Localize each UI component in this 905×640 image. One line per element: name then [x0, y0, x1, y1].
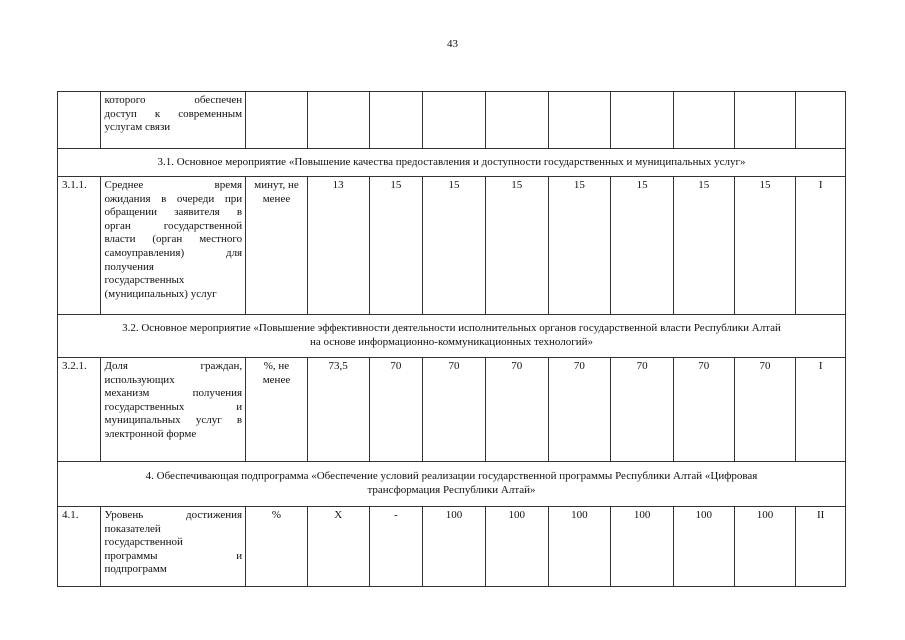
section-heading-line: 4. Обеспечивающая подпрограмма «Обеспечение условий реализации государственной программы Республики Алтай «Цифровая — [145, 470, 758, 483]
section-heading-line: трансформация Республики Алтай» — [367, 484, 536, 496]
indicators-table — [57, 91, 846, 587]
value-cell: 13 — [307, 177, 369, 315]
value-cell — [673, 92, 734, 149]
value-cell: 100 — [548, 507, 611, 587]
indicator-name-line: муниципальных услуг в — [104, 414, 243, 427]
indicator-name-line: государственных — [104, 274, 185, 287]
value-cell: 70 — [485, 358, 548, 462]
value-cell: 70 — [734, 358, 796, 462]
value-cell: 100 — [485, 507, 548, 587]
section-heading — [58, 149, 846, 177]
category-cell: II — [796, 507, 846, 587]
value-cell: 100 — [423, 507, 486, 587]
indicator-name-line: которого обеспечен — [104, 94, 243, 106]
row-number — [58, 92, 101, 149]
indicator-name — [101, 92, 246, 149]
section-heading-line: 3.2. Основное мероприятие «Повышение эффективности деятельности исполнительных органов государственной власти Республики Алтай — [122, 322, 781, 335]
indicator-name — [101, 177, 246, 315]
indicator-name-line: государственных и — [104, 400, 243, 413]
indicator-name-line: электронной форме — [104, 427, 197, 440]
category-cell: I — [796, 358, 846, 462]
value-cell: 15 — [548, 177, 611, 315]
indicator-name — [101, 358, 246, 462]
value-cell: 15 — [423, 177, 486, 315]
indicator-name-line: механизм получения — [104, 387, 243, 400]
indicator-name-line: услугам связи — [104, 121, 171, 134]
value-cell: 73,5 — [307, 358, 369, 462]
value-cell: 100 — [611, 507, 674, 587]
value-cell: 100 — [734, 507, 796, 587]
unit-cell: %, не менее — [246, 358, 308, 462]
indicator-name-line: получения — [104, 260, 154, 273]
value-cell: X — [307, 507, 369, 587]
value-cell: 15 — [673, 177, 734, 315]
section-heading — [58, 315, 846, 358]
page-number: 43 — [447, 38, 458, 50]
category-cell — [796, 92, 846, 149]
indicator-name-line: власти (орган местного — [104, 233, 243, 246]
section-row — [58, 315, 846, 358]
value-cell — [423, 92, 486, 149]
value-cell: 70 — [673, 358, 734, 462]
indicator-name-line: ожидания в очереди при — [104, 192, 243, 205]
section-heading — [58, 462, 846, 507]
value-cell — [485, 92, 548, 149]
indicator-name-line: Среднее время — [104, 179, 243, 191]
value-cell: 15 — [734, 177, 796, 315]
value-cell: 70 — [369, 358, 423, 462]
category-cell: I — [796, 177, 846, 315]
indicator-name — [101, 507, 246, 587]
table-row — [58, 177, 846, 315]
value-cell — [734, 92, 796, 149]
indicator-name-line: подпрограмм — [104, 563, 167, 576]
section-heading-line: 3.1. Основное мероприятие «Повышение качества предоставления и доступности государственных и муниципальных услуг» — [157, 155, 746, 168]
indicator-name-line: программы и — [104, 549, 243, 562]
indicator-name-line: обращении заявителя в — [104, 206, 243, 219]
value-cell: 70 — [423, 358, 486, 462]
indicator-name-line: доступ к современным — [104, 107, 243, 120]
value-cell — [548, 92, 611, 149]
table-row — [58, 358, 846, 462]
unit-cell: % — [246, 507, 308, 587]
unit-cell — [246, 92, 308, 149]
section-row — [58, 462, 846, 507]
unit-cell: минут, не менее — [246, 177, 308, 315]
indicator-name-line: (муниципальных) услуг — [104, 287, 217, 300]
indicator-name-line: самоуправления) для — [104, 246, 243, 259]
value-cell: 70 — [611, 358, 674, 462]
indicator-name-line: использующих — [104, 373, 175, 386]
indicator-name-line: Уровень достижения — [104, 509, 243, 521]
value-cell: 15 — [611, 177, 674, 315]
section-row — [58, 149, 846, 177]
value-cell: - — [369, 507, 423, 587]
value-cell: 100 — [673, 507, 734, 587]
table-row — [58, 92, 846, 149]
table-row — [58, 507, 846, 587]
section-heading-line: на основе информационно-коммуникационных технологий» — [309, 336, 594, 348]
value-cell: 15 — [485, 177, 548, 315]
indicator-name-line: Доля граждан, — [104, 360, 243, 372]
value-cell: 70 — [548, 358, 611, 462]
indicator-name-line: показателей — [104, 522, 161, 535]
value-cell — [611, 92, 674, 149]
row-number: 3.1.1. — [58, 177, 101, 315]
value-cell — [307, 92, 369, 149]
value-cell: 15 — [369, 177, 423, 315]
indicator-name-line: государственной — [104, 536, 183, 549]
row-number: 4.1. — [58, 507, 101, 587]
row-number: 3.2.1. — [58, 358, 101, 462]
indicator-name-line: орган государственной — [104, 219, 243, 232]
value-cell — [369, 92, 423, 149]
